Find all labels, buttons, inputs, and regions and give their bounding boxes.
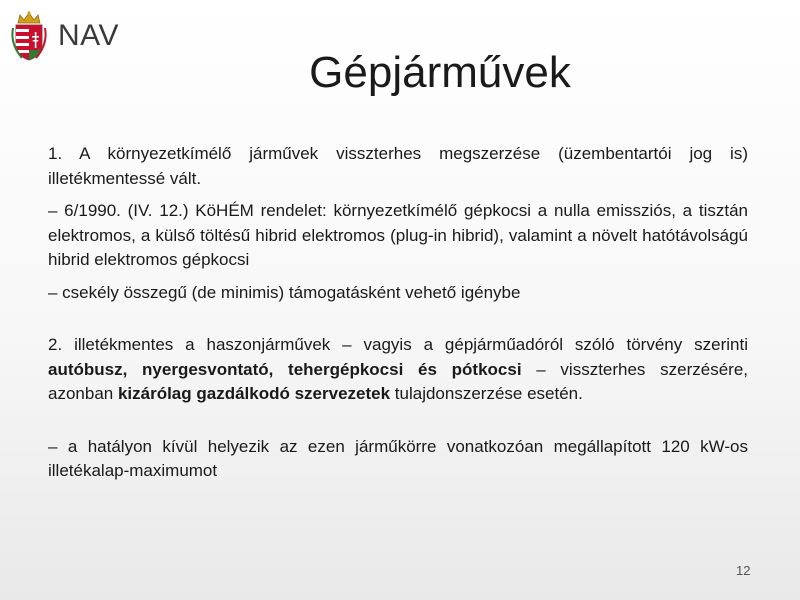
paragraph-5: – a hatályon kívül helyezik az ezen járműkörre vonatkozóan megállapított 120 kW-os illetékalap-maximumot: [48, 436, 748, 480]
logo-text: NAV: [58, 19, 119, 52]
organizations-bold: kizárólag gazdálkodó szervezetek: [117, 384, 391, 403]
paragraph-4-part2: – visszterhes szerzésére, azonban: [48, 359, 749, 403]
paragraph-4: [48, 333, 748, 407]
paragraph-1: 1. A környezetkímélő járművek visszterhes megszerzése (üzembentartói jog is) illetékmentessé vált.: [48, 144, 748, 188]
paragraph-3: – csekély összegű (de minimis) támogatásként vehető igénybe: [48, 282, 521, 302]
paragraph-4-part3: tulajdonszerzése esetén.: [390, 384, 583, 403]
page-number: 12: [736, 563, 751, 578]
vehicle-types-bold: autóbusz, nyergesvontató, tehergépkocsi és pótkocsi: [48, 359, 522, 379]
slide-title: Gépjárművek: [309, 48, 571, 97]
paragraph-2: – 6/1990. (IV. 12.) KöHÉM rendelet: környezetkímélő gépkocsi a nulla emissziós, a tisztán elektromos, a külső töltésű hibrid elektromos (plug-in hibrid), valamint a növelt hatótávolságú hibrid elektromos gépkocsi: [48, 201, 748, 269]
slide-body: [48, 142, 748, 484]
paragraph-4-part1: 2. illetékmentes a haszonjárművek – vagyis a gépjárműadóról szóló törvény szerinti: [48, 335, 748, 354]
